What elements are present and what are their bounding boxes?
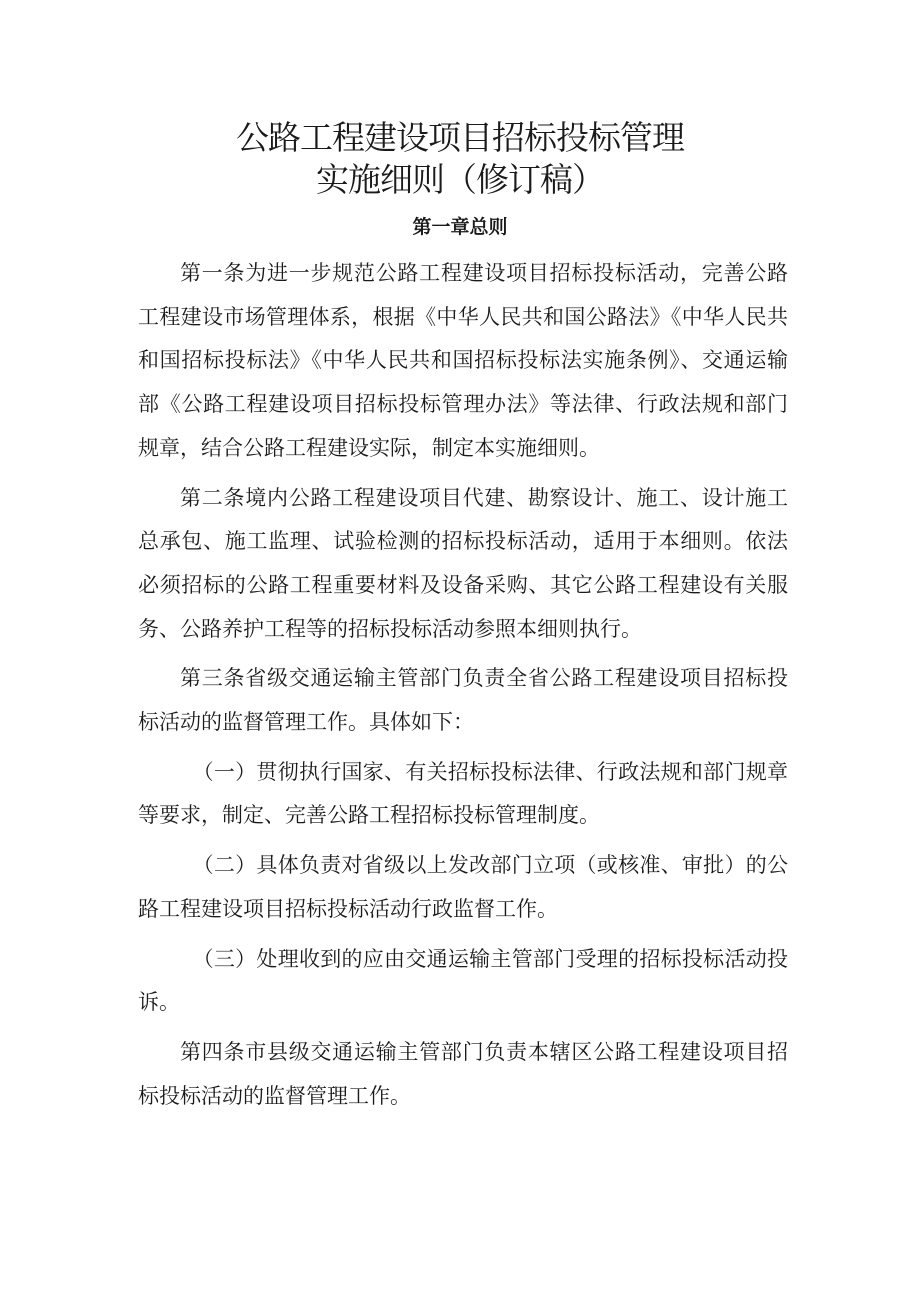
article-3: 第三条省级交通运输主管部门负责全省公路工程建设项目招标投标活动的监督管理工作。具体如下： xyxy=(138,666,788,735)
article-3-item-3: （三）处理收到的应由交通运输主管部门受理的招标投标活动投诉。 xyxy=(138,946,788,1015)
chapter-heading: 第一章总则 xyxy=(412,216,508,238)
article-1: 第一条为进一步规范公路工程建设项目招标投标活动，完善公路工程建设市场管理体系，根据《中华人民共和国公路法》《中华人民共和国招标投标法》《中华人民共和国招标投标法实施条例》、交通运输部《公路工程建设项目招标投标管理办法》等法律、行政法规和部门规章，结合公路工程建设实际，制定本实施细则。 xyxy=(138,261,788,460)
article-2: 第二条境内公路工程建设项目代建、勘察设计、施工、设计施工总承包、施工监理、试验检测的招标投标活动，适用于本细则。依法必须招标的公路工程重要材料及设备采购、其它公路工程建设有关服务、公路养护工程等的招标投标活动参照本细则执行。 xyxy=(138,485,788,641)
document-body xyxy=(138,252,788,1124)
article-4: 第四条市县级交通运输主管部门负责本辖区公路工程建设项目招标投标活动的监督管理工作。 xyxy=(138,1039,788,1108)
document-title-line-2: 实施细则（修订稿） xyxy=(316,160,604,199)
document-title-line-1: 公路工程建设项目招标投标管理 xyxy=(236,118,684,157)
article-3-item-1: （一）贯彻执行国家、有关招标投标法律、行政法规和部门规章等要求，制定、完善公路工程招标投标管理制度。 xyxy=(138,759,788,828)
article-3-item-2: （二）具体负责对省级以上发改部门立项（或核准、审批）的公路工程建设项目招标投标活动行政监督工作。 xyxy=(138,853,788,921)
